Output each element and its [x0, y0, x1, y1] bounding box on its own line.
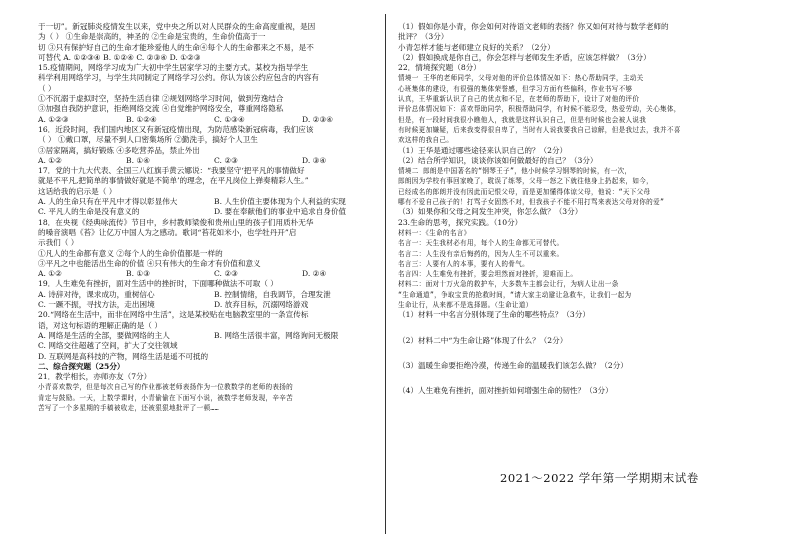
options-row: [38, 197, 390, 207]
text-line: 为（ ） ①生命是崇高的，神圣的 ②生命是宝贵的，生命价值高于一: [38, 32, 266, 42]
text-line: 的嗓音演唱《苔》让亿万中国人为之感动。歌词“苔花如米小，也学牡丹开”启: [38, 227, 297, 237]
material-line: 有时候更加嫌疑，后来我变得很自卑了，当时有人说我要我自己谅解，但是我过去，我并不喜: [398, 125, 681, 134]
text-line: 可替代 A. ①②③④ B. ①②④ C. ②③④ D. ①②③: [38, 52, 201, 62]
material-line: 苦写了一个多星期的手稿被收走，还被狠狠地批评了一顿……: [38, 403, 219, 412]
right-column: [398, 22, 758, 397]
text-line: （1）王华是通过哪些途径来认识自己的？（2分）: [398, 145, 568, 155]
options-row: [38, 207, 390, 217]
text-line: （3）温暖生命要拒绝冷漠，传递生命的温暖我们该怎么做？（2分）: [398, 360, 628, 370]
option: D. 放弃目标，沉溺网络游戏: [214, 300, 309, 310]
text-line: （2）材料二中“为生命让路”体现了什么？（2分）: [398, 335, 568, 345]
material-line: 情境二 郎朗是中国著名的“钢琴王子”，他小时候学习钢琴的时候，有一次，: [398, 167, 632, 176]
text-line: 语，对这句标语的理解正确的是（ ）: [38, 320, 162, 330]
text-line: ①不沉溺于虚拟时空，坚持生活自律 ②规划网络学习时间，做到劳逸结合: [38, 94, 284, 104]
question-18: 18．在央视《经典咏流传》节目中，乡村教师梁俊和贵州山里的孩子们用质朴无华: [38, 217, 314, 227]
material-line: 认真，王华重新认识了自己的优点和不足，在老师的帮助下，设计了对他的评价: [398, 95, 640, 104]
option: C. ②③: [214, 155, 238, 165]
text-line: 切 ③只有保护好自己的生命才能珍爱他人的生命④每个人的生命都来之不易，是不: [38, 42, 314, 52]
text-line: ③平凡之中也能活出生命的价值 ④只有伟大的生命才有价值和意义: [38, 258, 261, 268]
material-line: 材料二：面对十万火急的救护车，大多数车主都会让行，为病人让出一条: [398, 280, 619, 289]
material-line: 欢这样的我自己。: [398, 136, 454, 145]
material-line: 肯定与鼓励。一天，上数学课时，小青偷偷在下面写小说，被数学老师发现，辛辛苦: [38, 393, 294, 402]
option: B. 控制情绪，自我调节，合理发泄: [214, 289, 331, 299]
material-line: 哪有不爱自己孩子的！打骂子女固然不对，但我孩子不能不用打骂来表达父母对你的爱”: [398, 198, 665, 207]
option: D. 要在奉献他们的事业中追求自身价值: [214, 207, 347, 217]
question-22: 22．情境探究题（8分）: [398, 63, 481, 73]
text-line: （ ） ①戴口罩，尽量不到人口密集场所 ②勤洗手，搞好个人卫生: [38, 135, 258, 145]
option: A. ①②③: [38, 114, 69, 124]
text-line: ③居家隔离，搞好锻炼 ④多吃营养品，禁止外出: [38, 145, 200, 155]
options-row: [38, 300, 390, 310]
material-line: 郎朗因为学校有事回家晚了，耽误了练琴，父母一怒之下就往他身上扔起来，如今，: [398, 177, 654, 186]
option: C. 平凡人的生命是没有意义的: [38, 207, 140, 217]
option: C. 网络交往超越了空间，扩大了交往领域: [38, 341, 178, 351]
text-line: 科学利用网络学习，与学生共同制定了网络学习公约。你认为该公约应包含的内容有: [38, 73, 319, 83]
options-row: [38, 290, 390, 300]
option: B. 网络生活很丰富，网络询问无极限: [214, 330, 339, 340]
left-column: [38, 22, 390, 413]
option: A. 网络是生活的全部，要做网络的主人: [38, 330, 170, 340]
text-line: 就是不平凡,把简单的事情做好就是不简单’的理念，在平凡岗位上弹奏精彩人生。”: [38, 176, 309, 186]
question-16: 16．近段时间，我们国内地区又有新冠疫情出现，为防范感染新冠病毒，我们应该: [38, 124, 314, 134]
option: D. 互联网是高科技的产物，网络生活是遥不可抵的: [38, 351, 209, 361]
options-row: [38, 115, 390, 125]
option: C. ①③④: [214, 114, 245, 124]
option: D. ②③④: [302, 114, 334, 124]
option: B. 人生价值主要体现为个人利益的实现: [214, 197, 346, 207]
text-line: 批评？（3分）: [398, 32, 449, 42]
material-line: “生命通道”，争取宝贵的抢救时间，“请大家主动避让急救车，让我们一起为: [398, 290, 632, 299]
options-row: [38, 331, 390, 341]
material-line: 名言一：天生我材必有用，每个人的生命都无可替代。: [398, 239, 564, 248]
text-line: ①凡人的生命都有意义 ②每个人的生命价值都是一样的: [38, 248, 223, 258]
option: C. ②③: [214, 269, 238, 279]
option: D. ③④: [302, 155, 327, 165]
material-line: 小青喜欢数学，但是每次自己写的作业都被老师表扬作为一位教数学的老师的表扬的: [38, 383, 294, 392]
question-19: 19．人生难免有挫折，面对生活中的挫折时，下面哪种做法不可取（ ）: [38, 279, 278, 289]
text-line: 小青怎样才能与老师建立良好的关系？（2分）: [398, 42, 555, 52]
exam-title: 2021～2022 学年第一学期期末试卷: [500, 471, 699, 485]
text-line: （1）假如你是小青，你会如何对待语文老师的表扬？你又如何对待与数学老师的: [398, 22, 669, 31]
question-23: 23.生命的思考，探究实践。（10分）: [398, 217, 523, 227]
material-line: 但是，有一段时间我很小瞧他人，我就是这样认识自己，但是有时候也会被人说我: [398, 115, 647, 124]
material-line: 生命让行，从来都不是选择题。（生命让道）: [398, 301, 533, 310]
question-17: 17．党的十九大代表、全国三八红旗手黄云娜说：“我要坚守‘把平凡的事情做好: [38, 166, 305, 176]
text-line: 这话给我的启示是（ ）: [38, 186, 117, 196]
material-line: 已经成名的郎朗并没有因此而记恨父母，而是更加懂得体谅父母，他说：“天下父母: [398, 187, 651, 196]
material-line: 名言二：人生没有亲后悔药的，因为人生不可以重来。: [398, 249, 564, 258]
text-line: （1）材料一中名言分别体现了生命的哪些特点？（3分）: [398, 310, 590, 320]
text-line: 示我们（ ）: [38, 238, 79, 248]
option: C. 一蹶不振，寻找方法，走出困境: [38, 300, 155, 310]
option: A. ①②: [38, 155, 62, 165]
options-row: [38, 269, 390, 279]
material-line: 情境一 王华的老师同学，父母对他的评价总体情况如下：热心帮助同学，主动关: [398, 74, 644, 83]
material-line: 评价总体情况如下：喜欢帮助同学，积极帮助同学，有时候不能忍受，热爱劳动，关心集体，: [398, 105, 681, 114]
option: A. ①②: [38, 269, 62, 279]
option: A. 诗辞对待，课求成功，重树信心: [38, 289, 155, 299]
text-line: （3）如果你和父母之间发生冲突，你怎么做？（3分）: [398, 207, 583, 217]
text-line: （ ）: [38, 83, 56, 93]
text-line: ③加强自我防护意识，拒绝网络交流 ④自觉维护网络安全，尊重网络隐私: [38, 104, 284, 114]
option: A. 人的生命只有在平凡中才得以彰显伟大: [38, 197, 178, 207]
text-line: （2）结合所学知识，谈谈你该如何做最好的自己？（3分）: [398, 155, 598, 165]
material-line: 名言三：人要有人的本事，要有人的骨气。: [398, 259, 529, 268]
question-20: 20.“网络在生活中，而非在网络中生活”，这是某校贴在电脑教室里的一条宣传标: [38, 310, 309, 320]
option: B. ①④: [126, 155, 151, 165]
question-21: 21．教学相长，亦师亦友（7分）: [38, 372, 152, 382]
option: B. ①②④: [126, 114, 157, 124]
section-heading: 二、综合探究题（25分）: [38, 361, 125, 371]
text-line: （4）人生难免有挫折，面对挫折如何增强生命的韧性？（3分）: [398, 386, 613, 396]
option: D. ②④: [302, 269, 327, 279]
option: B. ①③: [126, 269, 151, 279]
material-line: 材料一：《生命的名言》: [398, 228, 471, 237]
column-divider: [385, 14, 386, 534]
options-row: [38, 156, 390, 166]
text-line: （2）假如换成是你自己，你会怎样与老师发生矛盾，应该怎样做？（3分）: [398, 52, 651, 62]
material-line: 心班集体的建设，有很强的集体荣誉感，但学习方面有些偏科，作业书写不够: [398, 84, 633, 93]
material-line: 名言四：人生难免有挫折，要会坦然面对挫折，迎难而上。: [398, 270, 578, 279]
text-line: 于一切”。新冠肺炎疫情发生以来，党中央之所以对人民群众的生命高度重视，是因: [38, 22, 316, 31]
question-15: 15.疫情期间，网络学习成为广大初中学生居家学习的主要方式。某校为指导学生: [38, 63, 309, 73]
